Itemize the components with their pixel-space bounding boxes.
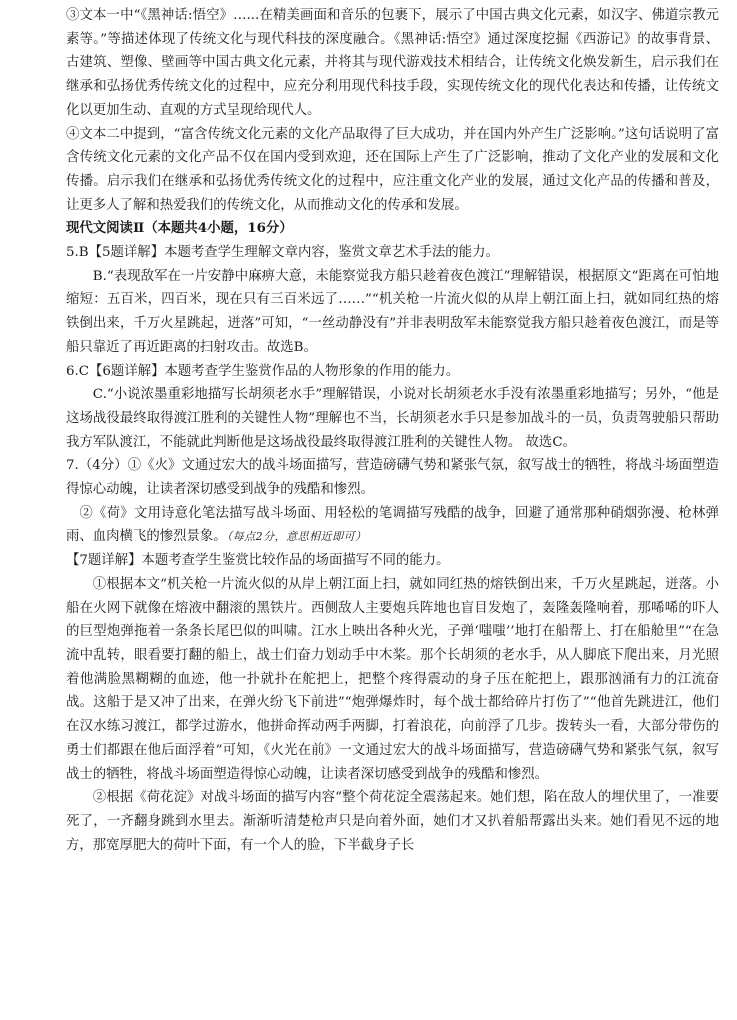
paragraph-3: ③文本一中“《黑神话:悟空》…...在精美画面和音乐的包裹下，展示了中国古典文化元素，如汉字、佛道宗教元素等。”等描述体现了传统文化与现代科技的深度融合。《黑神话:悟空》通过深度挖掘《西游记》的故事背景、古建筑、塑像、壁画等中国古典文化元素，并将其与现代游戏技术相结合，让传统文化焕发新生，启示我们在继承和弘扬优秀传统文化的过程中，应充分利用现代科技手段，实现传统文化的现代化表达和传播，让传统文化以更加生动、直观的方式呈现给现代人。 [66,8,719,118]
answer-7-heading: 【7题详解】本题考查学生鉴赏比较作品的场面描写不同的能力。 [66,553,450,569]
answer-7: 7.（4分）①《火》文通过宏大的战斗场面描写，营造磅礴气势和紧张气氛，叙写战士的牺牲，将战斗场面塑造得惊心动魄，让读者深切感受到战争的残酷和惨烈。 [66,458,719,498]
answer-7-point-2-text: ②《荷》文用诗意化笔法描写战斗场面、用轻松的笔调描写残酷的战争，回避了通常那种硝烟弥漫、枪林弹雨、血肉横飞的惨烈景象。 [66,505,719,545]
section-heading: 现代文阅读Ⅱ（本题共4小题，16分） [66,220,293,237]
answer-7-analysis-2: ②根据《荷花淀》对战斗场面的描写内容“整个荷花淀全震荡起来。她们想，陷在敌人的埋伏里了，一准要死了，一齐翻身跳到水里去。渐渐听清楚枪声只是向着外面，她们才又扒着船帮露出头来。她们看见不远的地方，那宽厚肥大的荷叶下面，有一个人的脸，下半截身子长 [66,790,719,853]
answer-6-detail: C.“小说浓墨重彩地描写长胡须老水手”理解错误，小说对长胡须老水手没有浓墨重彩地描写；另外，“他是这场战役最终取得渡江胜利的关键性人物”理解也不当，长胡须老水手只是参加战斗的一员，负责驾驶船只帮助我方军队渡江，不能就此判断他是这场战役最终取得渡江胜利的关键性人物。 故选C。 [66,387,719,450]
handwritten-note: （每点2分，意思相近即可） [226,530,367,544]
answer-5-detail: B.“表现敌军在一片安静中麻痹大意，未能察觉我方船只趁着夜色渡江”理解错误，根据原文“距离在可怕地缩短：五百米，四百米，现在只有三百米远了……”“机关枪一片流火似的从岸上朝江面上扫，就如同红热的熔铁倒出来，千万火星跳起，迸落”可知，“一丝动静没有”并非表明敌军未能察觉我方船只趁着夜色渡江，而是等船只靠近了再近距离的扫射攻击。故选B。 [66,268,719,355]
answer-6: 6.C【6题详解】本题考查学生鉴赏作品的人物形象的作用的能力。 [66,363,460,379]
answer-7-point-2 [66,502,719,549]
paragraph-4: ④文本二中提到，“富含传统文化元素的文化产品取得了巨大成功，并在国内外产生广泛影响。”这句话说明了富含传统文化元素的文化产品不仅在国内受到欢迎，还在国际上产生了广泛影响，推动了文化产业的发展和文化传播。启示我们在继承和弘扬优秀传统文化的过程中，应注重文化产业的发展，通过文化产品的传播和普及，让更多人了解和热爱我们的传统文化，从而推动文化的传承和发展。 [66,126,719,213]
answer-7-analysis-1: ①根据本文“机关枪一片流火似的从岸上朝江面上扫，就如同红热的熔铁倒出来，千万火星跳起，迸落。小船在火网下就像在熔液中翻滚的黑铁片。西侧敌人主要炮兵阵地也盲目发炮了，轰隆轰隆响着，那唏唏的吓人的巨型炮弹拖着一条条长尾巴似的叫啸。江水上映出各种火光，子弹‘嗤嗤’’地打在船帮上、打在船舱里”“在急流中乱转，眼看要打翻的船上，战士们奋力划动手中木桨。那个长胡须的老水手，从人脚底下爬出来，月光照着他满脸黑糊糊的血迹，他一扑就扑在舵把上，把整个疼得震动的身子压在舵把上，跟那汹涌有力的江流奋战。这船于是又冲了出来，在弹火纷飞下前进”“炮弹爆炸时，每个战士都给碎片打伤了”“他首先跳进江，他们在汉水练习渡江，都学过游水，他拼命挥动两手两脚，打着浪花，向前浮了几步。拨转头一看，大部分带伤的勇士们都跟在他后面浮着”可知，《火光在前》一文通过宏大的战斗场面描写，营造磅礴气势和紧张气氛，叙写战士的牺牲，将战斗场面塑造得惊心动魄，让读者深切感受到战争的残酷和惨烈。 [66,576,719,782]
answer-5: 5.B【5题详解】本题考查学生理解文章内容，鉴赏文章艺术手法的能力。 [66,245,499,261]
